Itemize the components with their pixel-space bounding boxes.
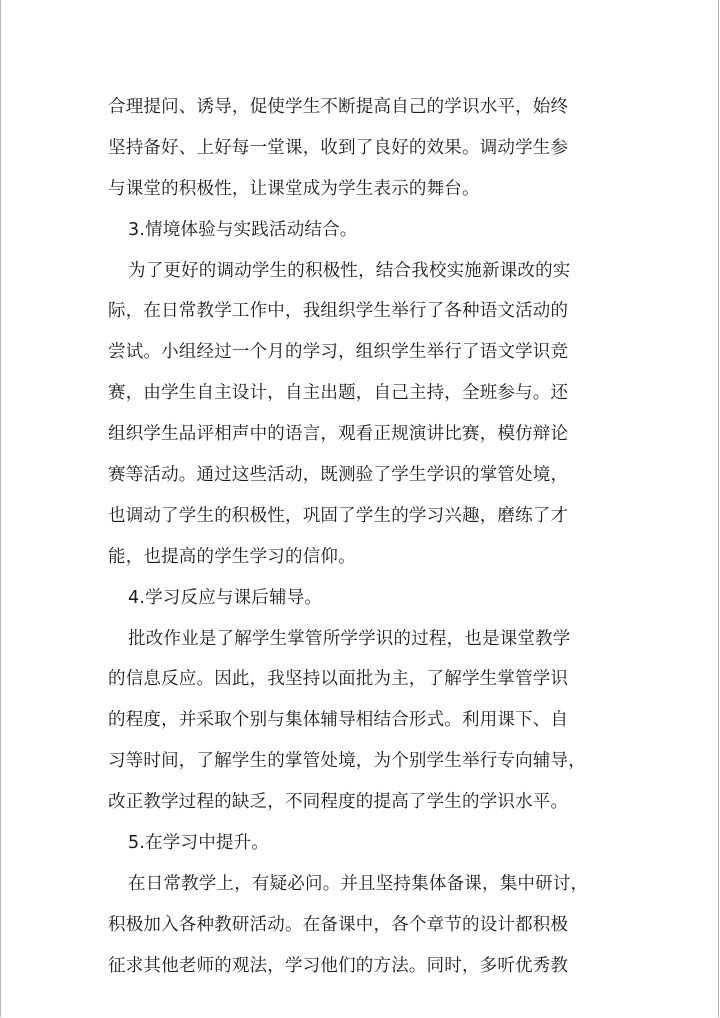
text-line: 批改作业是了解学生掌管所学学识的过程，也是课堂教学 [128,628,571,649]
text-line: 能，也提高的学生学习的信仰。 [108,546,356,567]
text-line: 赛，由学生自主设计，自主出题，自己主持，全班参与。还 [108,383,569,404]
text-line: 在日常教学上，有疑必问。并且坚持集体备课，集中研讨， [128,873,589,894]
text-line: 的程度，并采取个别与集体辅导相结合形式。利用课下、自 [108,710,569,731]
section-heading: 5.在学习中提升。 [128,833,269,854]
text-line: 改正教学过程的缺乏，不同程度的提高了学生的学识水平。 [108,792,569,813]
text-line: 赛等活动。通过这些活动，既测验了学生学识的掌管处境， [108,465,569,486]
text-line: 坚持备好、上好每一堂课，收到了良好的效果。调动学生参 [108,137,569,158]
text-line: 征求其他老师的观法，学习他们的方法。同时，多听优秀教 [108,955,569,976]
section-heading: 3.情境体验与实践活动结合。 [128,219,358,240]
text-line: 为了更好的调动学生的积极性，结合我校实施新课改的实 [128,260,571,281]
document-body [108,87,612,987]
text-line: 合理提问、诱导，促使学生不断提高自己的学识水平，始终 [108,97,569,117]
text-line: 积极加入各种教研活动。在备课中，各个章节的设计都积极 [108,914,569,935]
text-line: 习等时间，了解学生的掌管处境，为个别学生举行专向辅导， [108,751,586,772]
text-line: 际，在日常教学工作中，我组织学生举行了各种语文活动的 [108,301,569,322]
text-line: 的信息反应。因此，我坚持以面批为主，了解学生掌管学识 [108,669,569,690]
text-line: 与课堂的积极性，让课堂成为学生表示的舞台。 [108,178,480,199]
section-heading: 4.学习反应与课后辅导。 [128,587,323,608]
text-line: 也调动了学生的积极性，巩固了学生的学习兴趣，磨练了才 [108,505,569,526]
text-line: 尝试。小组经过一个月的学习，组织学生举行了语文学识竞 [108,342,569,363]
text-line: 组织学生品评相声中的语言，观看正规演讲比赛，模仿辩论 [108,424,569,445]
